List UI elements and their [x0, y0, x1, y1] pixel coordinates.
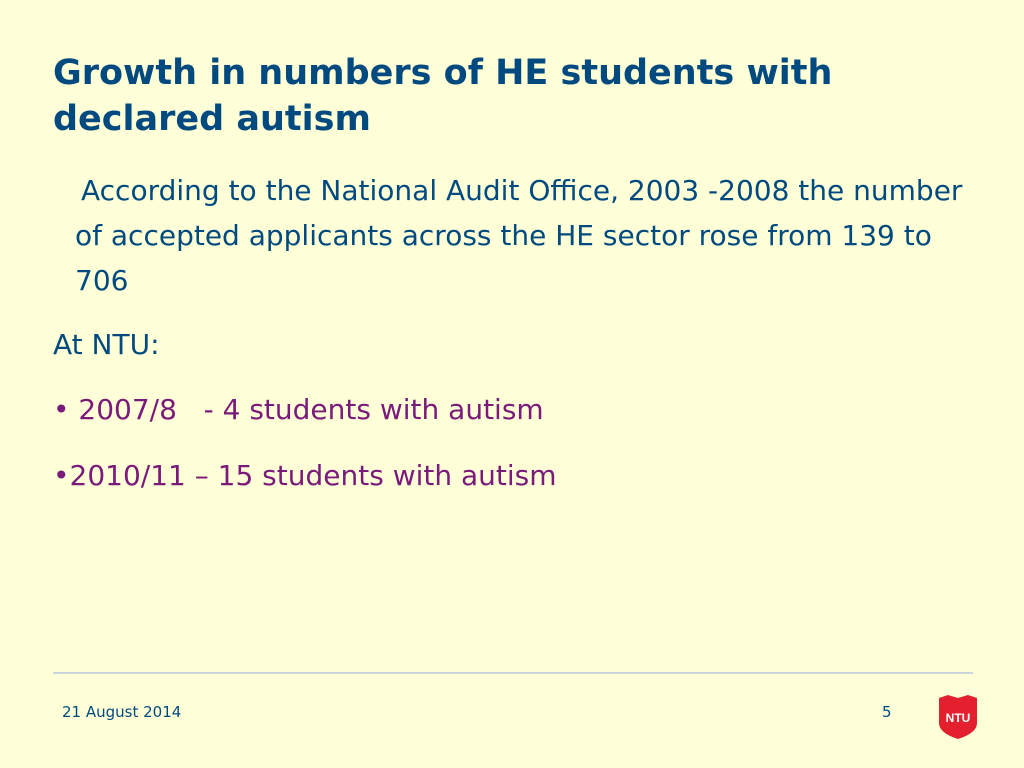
- footer-divider: [53, 672, 973, 674]
- svg-text:NTU: NTU: [945, 711, 971, 725]
- bullet-item-2010: •2010/11 – 15 students with autism: [53, 459, 557, 492]
- lead-paragraph: According to the National Audit Office, 2003 -2008 the number of accepted applicants across the HE sector rose from 139 to 706: [75, 174, 963, 297]
- bullet-item-2007: • 2007/8 - 4 students with autism: [53, 393, 544, 426]
- footer-date: 21 August 2014: [62, 703, 182, 721]
- slide-title: Growth in numbers of HE students with declared autism: [53, 53, 833, 139]
- ntu-logo-icon: [937, 693, 979, 741]
- at-ntu-heading: At NTU:: [53, 328, 160, 361]
- page-number: 5: [882, 703, 892, 721]
